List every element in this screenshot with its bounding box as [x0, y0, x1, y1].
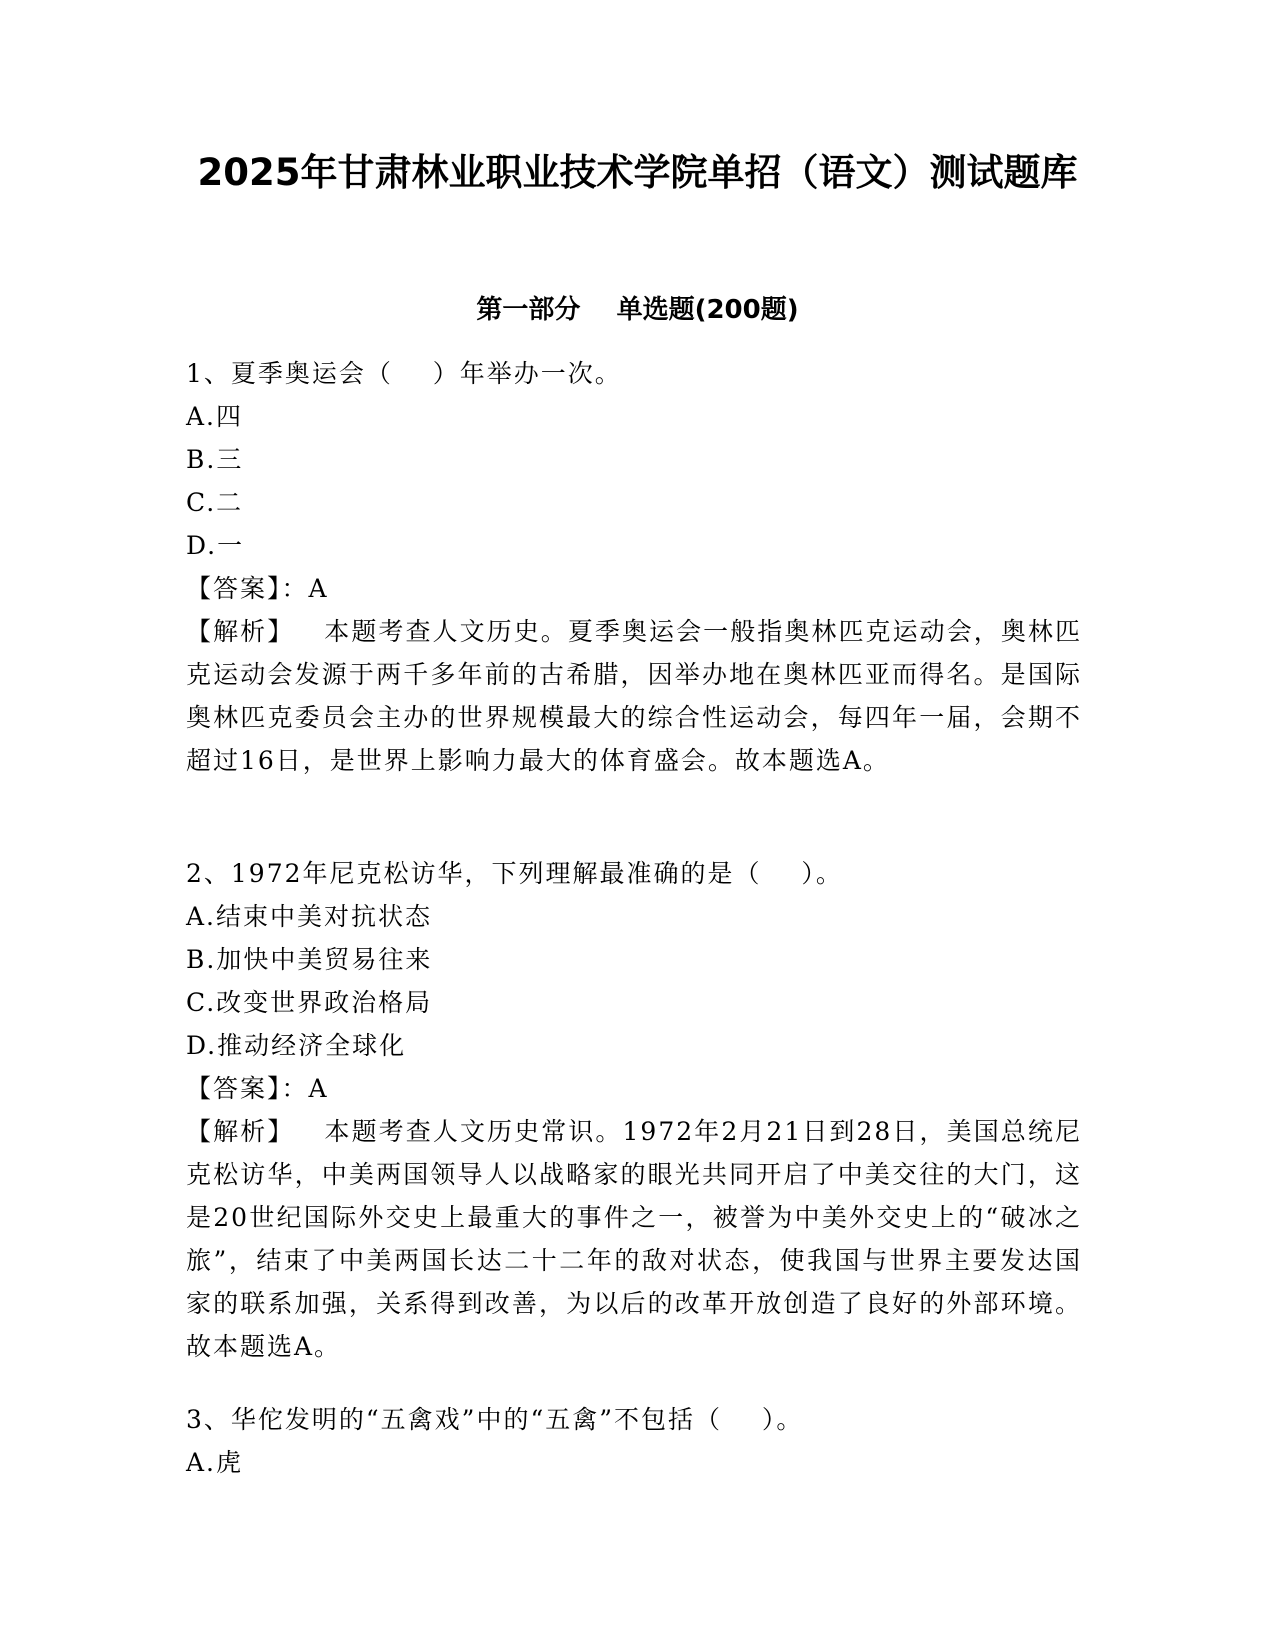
question-stem: 1、夏季奥运会（ ）年举办一次。 [186, 359, 622, 388]
question-stem: 2、1972年尼克松访华，下列理解最准确的是（ ）。 [186, 859, 843, 888]
question-1 [186, 352, 1082, 782]
option-c: C.改变世界政治格局 [186, 988, 433, 1017]
analysis-text: 【解析】 本题考查人文历史。夏季奥运会一般指奥林匹克运动会，奥林匹克运动会发源于两千多年前的古希腊，因举办地在奥林匹亚而得名。是国际奥林匹克委员会主办的世界规模最大的综合性运动会，每四年一届，会期不超过16日，是世界上影响力最大的体育盛会。故本题选A。 [186, 617, 1082, 775]
question-stem: 3、华佗发明的“五禽戏”中的“五禽”不包括（ ）。 [186, 1405, 804, 1434]
answer-line: 【答案】：A [186, 1074, 329, 1103]
option-d: D.推动经济全球化 [186, 1031, 407, 1060]
document-title: 2025年甘肃林业职业技术学院单招（语文）测试题库 [197, 151, 1078, 194]
answer-line: 【答案】：A [186, 574, 329, 603]
question-3 [186, 1398, 1082, 1484]
option-b: B.加快中美贸易往来 [186, 945, 433, 974]
option-a: A.虎 [186, 1448, 244, 1477]
option-c: C.二 [186, 488, 244, 517]
analysis-text: 【解析】 本题考查人文历史常识。1972年2月21日到28日，美国总统尼克松访华，中美两国领导人以战略家的眼光共同开启了中美交往的大门，这是20世纪国际外交史上最重大的事件之一，被誉为中美外交史上的“破冰之旅”，结束了中美两国长达二十二年的敌对状态，使我国与世界主要发达国家的联系加强，关系得到改善，为以后的改革开放创造了良好的外部环境。故本题选A。 [186, 1117, 1082, 1361]
option-b: B.三 [186, 445, 244, 474]
option-a: A.四 [186, 402, 244, 431]
option-a: A.结束中美对抗状态 [186, 902, 433, 931]
question-2 [186, 852, 1082, 1368]
section-title: 第一部分 单选题(200题) [476, 295, 799, 325]
option-d: D.一 [186, 531, 245, 560]
